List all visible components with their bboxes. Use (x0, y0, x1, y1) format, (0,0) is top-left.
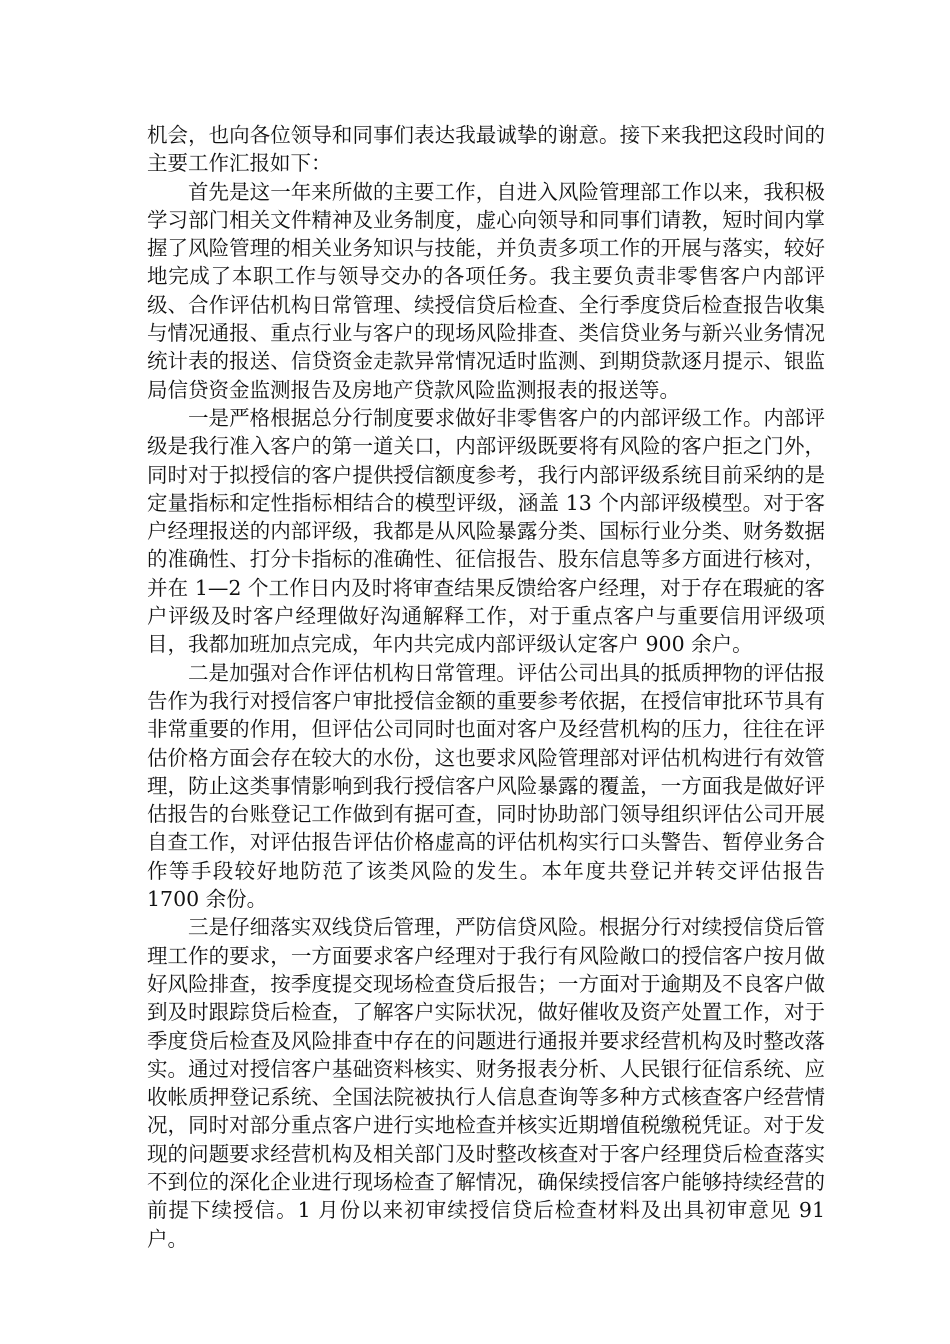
paragraph-main-work-summary: 首先是这一年来所做的主要工作，自进入风险管理部工作以来，我积极学习部门相关文件精神及业务制度，虚心向领导和同事们请教，短时间内掌握了风险管理的相关业务知识与技能，并负责多项工作的开展与落实，较好地完成了本职工作与领导交办的各项任务。我主要负责非零售客户内部评级、合作评估机构日常管理、续授信贷后检查、全行季度贷后检查报告收集与情况通报、重点行业与客户的现场风险排查、类信贷业务与新兴业务情况统计表的报送、信贷资金走款异常情况适时监测、到期贷款逐月提示、银监局信贷资金监测报告及房地产贷款风险监测报表的报送等。 (147, 179, 825, 402)
document-body (147, 121, 825, 1253)
paragraph-internal-rating: 一是严格根据总分行制度要求做好非零售客户的内部评级工作。内部评级是我行准入客户的第一道关口，内部评级既要将有风险的客户拒之门外，同时对于拟授信的客户提供授信额度参考，我行内部评级系统目前采纳的是定量指标和定性指标相结合的模型评级，涵盖 13 个内部评级模型。对于客户经理报送的内部评级，我都是从风险暴露分类、国标行业分类、财务数据的准确性、打分卡指标的准确性、征信报告、股东信息等多方面进行核对，并在 1—2 个工作日内及时将审查结果反馈给客户经理，对于存在瑕疵的客户评级及时客户经理做好沟通解释工作，对于重点客户与重要信用评级项目，我都加班加点完成，年内共完成内部评级认定客户 900 余户。 (147, 405, 825, 657)
paragraph-post-loan-management: 三是仔细落实双线贷后管理，严防信贷风险。根据分行对续授信贷后管理工作的要求，一方面要求客户经理对于我行有风险敞口的授信客户按月做好风险排查，按季度提交现场检查贷后报告；一方面对于逾期及不良客户做到及时跟踪贷后检查，了解客户实际状况，做好催收及资产处置工作，对于季度贷后检查及风险排查中存在的问题进行通报并要求经营机构及时整改落实。通过对授信客户基础资料核实、财务报表分析、人民银行征信系统、应收帐质押登记系统、全国法院被执行人信息查询等多种方式核查客户经营情况，同时对部分重点客户进行实地检查并核实近期增值税缴税凭证。对于发现的问题要求经营机构及相关部门及时整改核查对于客户经理贷后检查落实不到位的深化企业进行现场检查了解情况，确保续授信客户能够持续经营的前提下续授信。1 月份以来初审续授信贷后检查材料及出具初审意见 91 户。 (147, 915, 825, 1251)
paragraph-appraisal-agency-management: 二是加强对合作评估机构日常管理。评估公司出具的抵质押物的评估报告作为我行对授信客户审批授信金额的重要参考依据，在授信审批环节具有非常重要的作用，但评估公司同时也面对客户及经营机构的压力，往往在评估价格方面会存在较大的水份，这也要求风险管理部对评估机构进行有效管理，防止这类事情影响到我行授信客户风险暴露的覆盖，一方面我是做好评估报告的台账登记工作做到有据可查，同时协助部门领导组织评估公司开展自查工作，对评估报告评估价格虚高的评估机构实行口头警告、暂停业务合作等手段较好地防范了该类风险的发生。本年度共登记并转交评估报告 1700 余份。 (147, 660, 825, 912)
paragraph-intro-continuation: 机会，也向各位领导和同事们表达我最诚挚的谢意。接下来我把这段时间的主要工作汇报如下： (147, 123, 825, 176)
